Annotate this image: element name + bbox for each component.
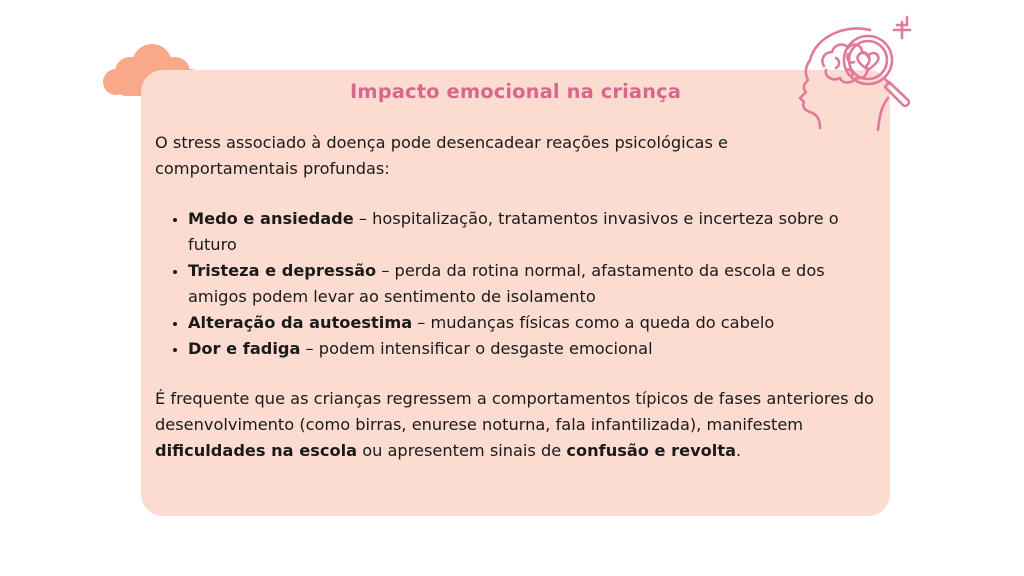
closing-emphasis-school: dificuldades na escola xyxy=(155,441,358,460)
list-item-heading: Dor e fadiga xyxy=(188,339,301,358)
closing-text: . xyxy=(736,441,742,460)
card-title: Impacto emocional na criança xyxy=(349,80,682,103)
closing-text: É frequente que as crianças regressem a comportamentos típicos de fases anteriores do desenvolvimento (como birras, enurese noturna, fala infantilizada), manifestem xyxy=(155,389,874,434)
closing-emphasis-confusion: confusão e revolta xyxy=(566,441,736,460)
list-item xyxy=(188,206,875,258)
list-item-heading: Medo e ansiedade xyxy=(188,209,354,228)
list-item xyxy=(188,258,875,310)
brain-heart-magnifier-icon xyxy=(790,14,924,138)
list-item-heading: Alteração da autoestima xyxy=(188,313,413,332)
closing-paragraph xyxy=(155,386,875,464)
info-card xyxy=(141,70,890,516)
closing-text: ou apresentem sinais de xyxy=(357,441,567,460)
list-item-text: – hospitalização, tratamentos invasivos e incerteza sobre o futuro xyxy=(188,209,839,254)
list-item-text: – perda da rotina normal, afastamento da escola e dos amigos podem levar ao sentimento de isolamento xyxy=(188,261,825,306)
symptom-list xyxy=(155,206,875,362)
list-item-text: – mudanças físicas como a queda do cabelo xyxy=(412,313,775,332)
list-item xyxy=(188,336,875,362)
list-item xyxy=(188,310,875,336)
intro-paragraph: O stress associado à doença pode desencadear reações psicológicas e comportamentais profundas: xyxy=(155,133,728,178)
list-item-heading: Tristeza e depressão xyxy=(188,261,377,280)
card-content xyxy=(155,130,875,464)
list-item-text: – podem intensificar o desgaste emocional xyxy=(300,339,653,358)
